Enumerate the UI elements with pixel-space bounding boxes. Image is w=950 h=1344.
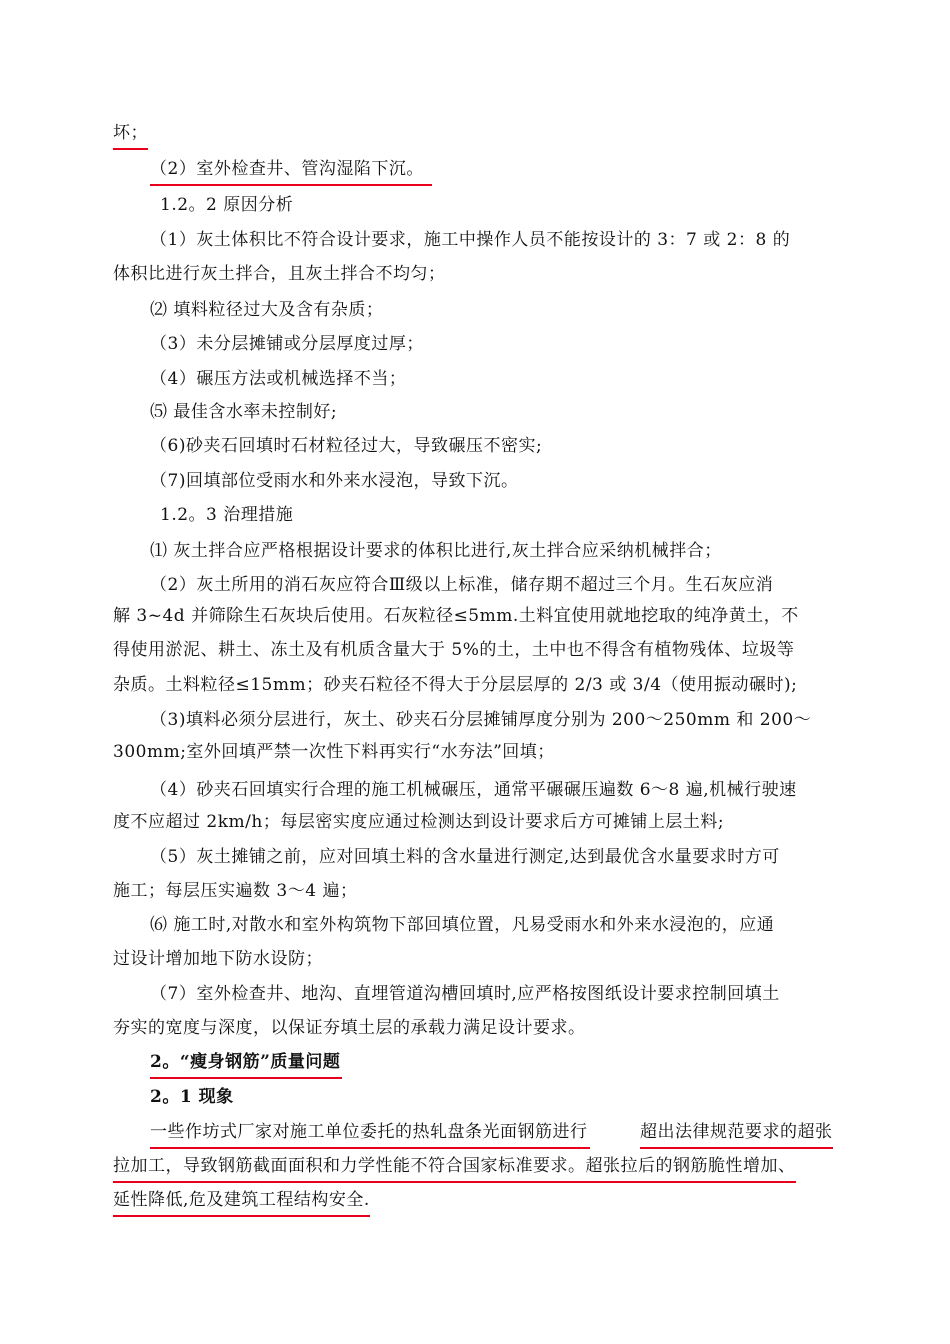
text-line: ⑸ 最佳含水率未控制好; (150, 402, 338, 422)
text-line: 过设计增加地下防水设防； (113, 949, 323, 969)
text-line: 施工；每层压实遍数 3～4 遍； (113, 881, 358, 901)
text-line: （7)回填部位受雨水和外来水浸泡，导致下沉。 (150, 471, 519, 491)
text-line: 杂质。土料粒径≤15mm；砂夹石粒径不得大于分层层厚的 2/3 或 3/4（使用振动碾时); (113, 675, 798, 695)
text-line: 解 3~4d 并筛除生石灰块后使用。石灰粒径≤5mm.土料宜使用就地挖取的纯净黄土，不 (113, 606, 799, 626)
text-line: 夯实的宽度与深度，以保证夯填土层的承载力满足设计要求。 (113, 1018, 586, 1038)
text-line: （3)填料必须分层进行，灰土、砂夹石分层摊铺厚度分别为 200～250mm 和 200～ (150, 710, 812, 730)
section-heading: 2。“瘦身钢筋”质量问题 (150, 1050, 342, 1079)
text-line: （5）灰土摊铺之前，应对回填土料的含水量进行测定,达到最优含水量要求时方可 (150, 847, 780, 867)
text-line: （1）灰土体积比不符合设计要求，施工中操作人员不能按设计的 3：7 或 2：8 的 (150, 230, 791, 250)
text-line: （4）砂夹石回填实行合理的施工机械碾压，通常平碾碾压遍数 6～8 遍,机械行驶速 (150, 780, 797, 800)
text-line: （4）碾压方法或机械选择不当； (150, 369, 407, 389)
text-line: （7）室外检查井、地沟、直埋管道沟槽回填时,应严格按图纸设计要求控制回填土 (150, 984, 780, 1004)
text-line: ⑵ 填料粒径过大及含有杂质； (150, 300, 384, 320)
text-line: （2）室外检查井、管沟湿陷下沉。 (150, 157, 432, 186)
text-line: 超出法律规范要求的超张 (640, 1120, 833, 1149)
subsection-heading: 2。1 现象 (150, 1087, 234, 1107)
section-heading: 1.2。3 治理措施 (160, 505, 294, 525)
text-line: 一些作坊式厂家对施工单位委托的热轧盘条光面钢筋进行 (150, 1120, 590, 1149)
text-line: 坏； (113, 121, 148, 150)
text-line: （6)砂夹石回填时石材粒径过大，导致碾压不密实; (150, 436, 543, 456)
text-line: 300mm;室外回填严禁一次性下料再实行“水夯法”回填； (113, 742, 555, 762)
section-heading: 1.2。2 原因分析 (160, 195, 294, 215)
text-line: （3）未分层摊铺或分层厚度过厚； (150, 334, 424, 354)
text-line: 体积比进行灰土拌合，且灰土拌合不均匀； (113, 264, 446, 284)
text-line: 得使用淤泥、耕土、冻土及有机质含量大于 5%的土，土中也不得含有植物残体、垃圾等 (113, 640, 795, 660)
text-line: （2）灰土所用的消石灰应符合Ⅲ级以上标准，储存期不超过三个月。生石灰应消 (150, 575, 774, 595)
text-line: ⑹ 施工时,对散水和室外构筑物下部回填位置，凡易受雨水和外来水浸泡的，应通 (150, 915, 775, 935)
text-line: ⑴ 灰土拌合应严格根据设计要求的体积比进行,灰土拌合应采纳机械拌合； (150, 541, 722, 561)
text-line: 度不应超过 2km/h；每层密实度应通过检测达到设计要求后方可摊铺上层土料; (113, 812, 725, 832)
text-line: 延性降低,危及建筑工程结构安全. (113, 1188, 370, 1217)
text-line: 拉加工，导致钢筋截面面积和力学性能不符合国家标准要求。超张拉后的钢筋脆性增加、 (113, 1154, 796, 1183)
